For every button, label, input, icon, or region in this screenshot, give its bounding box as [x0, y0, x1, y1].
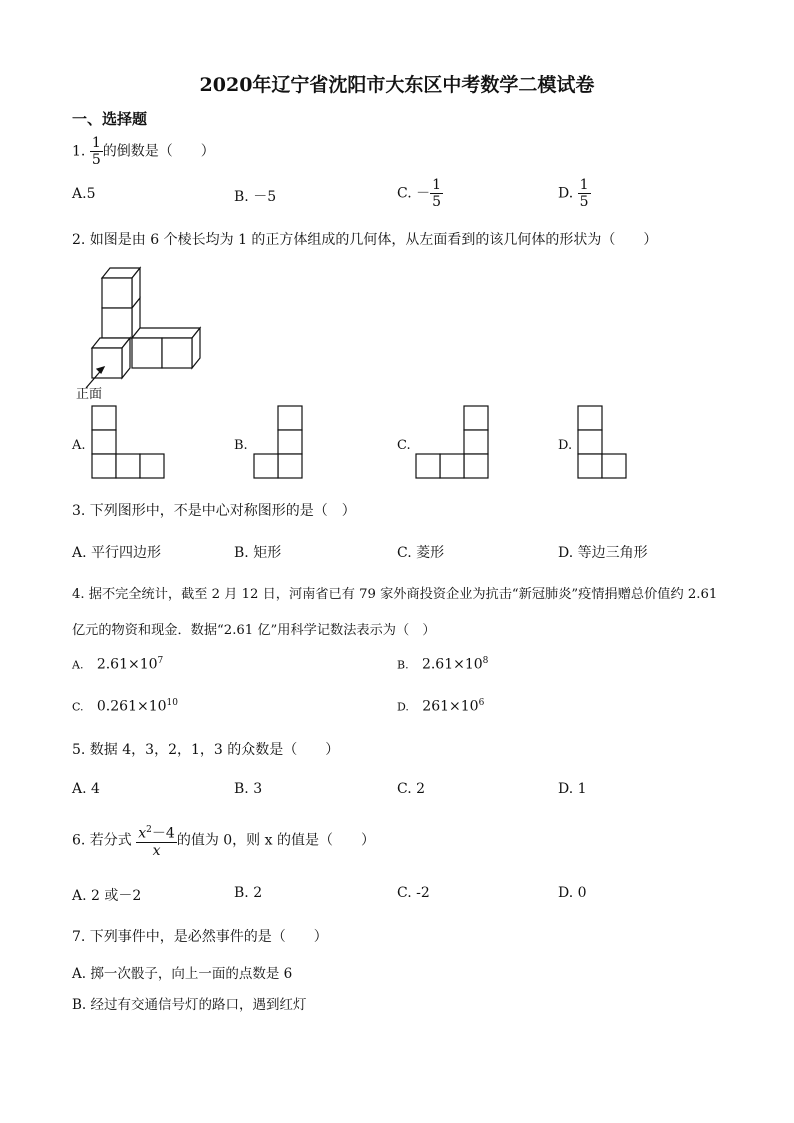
q3-option-b[interactable]: B. 矩形	[234, 545, 282, 561]
fraction: $\frac{x^2-4}{x}$	[136, 822, 177, 859]
q5-option-b[interactable]: B. 3	[234, 781, 263, 797]
q2-option-b-label[interactable]: B.	[234, 438, 248, 453]
question-4-line-1: 4. 据不完全统计，截至 2 月 12 日，河南省已有 79 家外商投资企业为抗击“新冠肺炎”疫情捐赠总价值约 2.61	[72, 587, 718, 602]
q1-option-b[interactable]: B. －5	[234, 189, 277, 205]
section-heading: 一、选择题	[72, 110, 148, 128]
q7-option-a[interactable]: A. 掷一次骰子，向上一面的点数是 6	[72, 966, 293, 982]
q3-option-c[interactable]: C. 菱形	[397, 545, 445, 561]
q6-option-a[interactable]: A. 2 或－2	[72, 888, 142, 904]
question-3-stem: 3. 下列图形中，不是中心对称图形的是（ ）	[72, 503, 356, 519]
page-title: 2020年辽宁省沈阳市大东区中考数学二模试卷	[199, 74, 595, 96]
q4-option-c[interactable]: C. $0.261\times 10^{10}$	[72, 698, 178, 715]
q6-option-d[interactable]: D. 0	[558, 885, 587, 901]
q7-option-b[interactable]: B. 经过有交通信号灯的路口，遇到红灯	[72, 997, 307, 1013]
q4-option-d[interactable]: D. $261\times 10^6$	[397, 698, 485, 715]
q1-option-a[interactable]: A.5	[72, 186, 96, 202]
q4-option-a[interactable]: A. $2.61\times 10^7$	[72, 656, 164, 673]
question-5-stem: 5. 数据 4，3，2，1，3 的众数是（ ）	[72, 742, 340, 758]
question-4-line-2: 亿元的物资和现金．数据“2.61 亿”用科学记数法表示为（ ）	[72, 623, 436, 638]
fraction: $\frac{1}{5}$	[91, 135, 101, 168]
q1-option-c[interactable]: C. － $\frac{1}{5}$	[397, 177, 442, 210]
question-6-stem: 6. 若分式 $\frac{x^2-4}{x}$ 的值为 0，则 x 的值是（ ）	[72, 822, 375, 859]
q5-option-a[interactable]: A. 4	[72, 781, 100, 797]
question-number: 1.	[72, 143, 86, 160]
q1-option-d[interactable]: D. $\frac{1}{5}$	[558, 177, 589, 210]
question-2-stem: 2. 如图是由 6 个棱长均为 1 的正方体组成的几何体，从左面看到的该几何体的形状为（ ）	[72, 232, 658, 248]
q5-option-d[interactable]: D. 1	[558, 781, 587, 797]
q4-option-b[interactable]: B. $2.61\times 10^8$	[397, 656, 489, 673]
question-stem: 的倒数是（ ）	[102, 143, 215, 160]
q5-option-c[interactable]: C. 2	[397, 781, 426, 797]
q2-option-d-label[interactable]: D.	[558, 438, 573, 453]
q2-option-a-label[interactable]: A.	[72, 438, 86, 453]
front-label: 正面	[76, 387, 103, 402]
q6-option-c[interactable]: C. -2	[397, 885, 430, 901]
q3-option-a[interactable]: A. 平行四边形	[72, 545, 162, 561]
question-7-stem: 7. 下列事件中，是必然事件的是（ ）	[72, 929, 328, 945]
q3-option-d[interactable]: D. 等边三角形	[558, 545, 648, 561]
q6-option-b[interactable]: B. 2	[234, 885, 263, 901]
q2-option-c-label[interactable]: C.	[397, 438, 411, 453]
